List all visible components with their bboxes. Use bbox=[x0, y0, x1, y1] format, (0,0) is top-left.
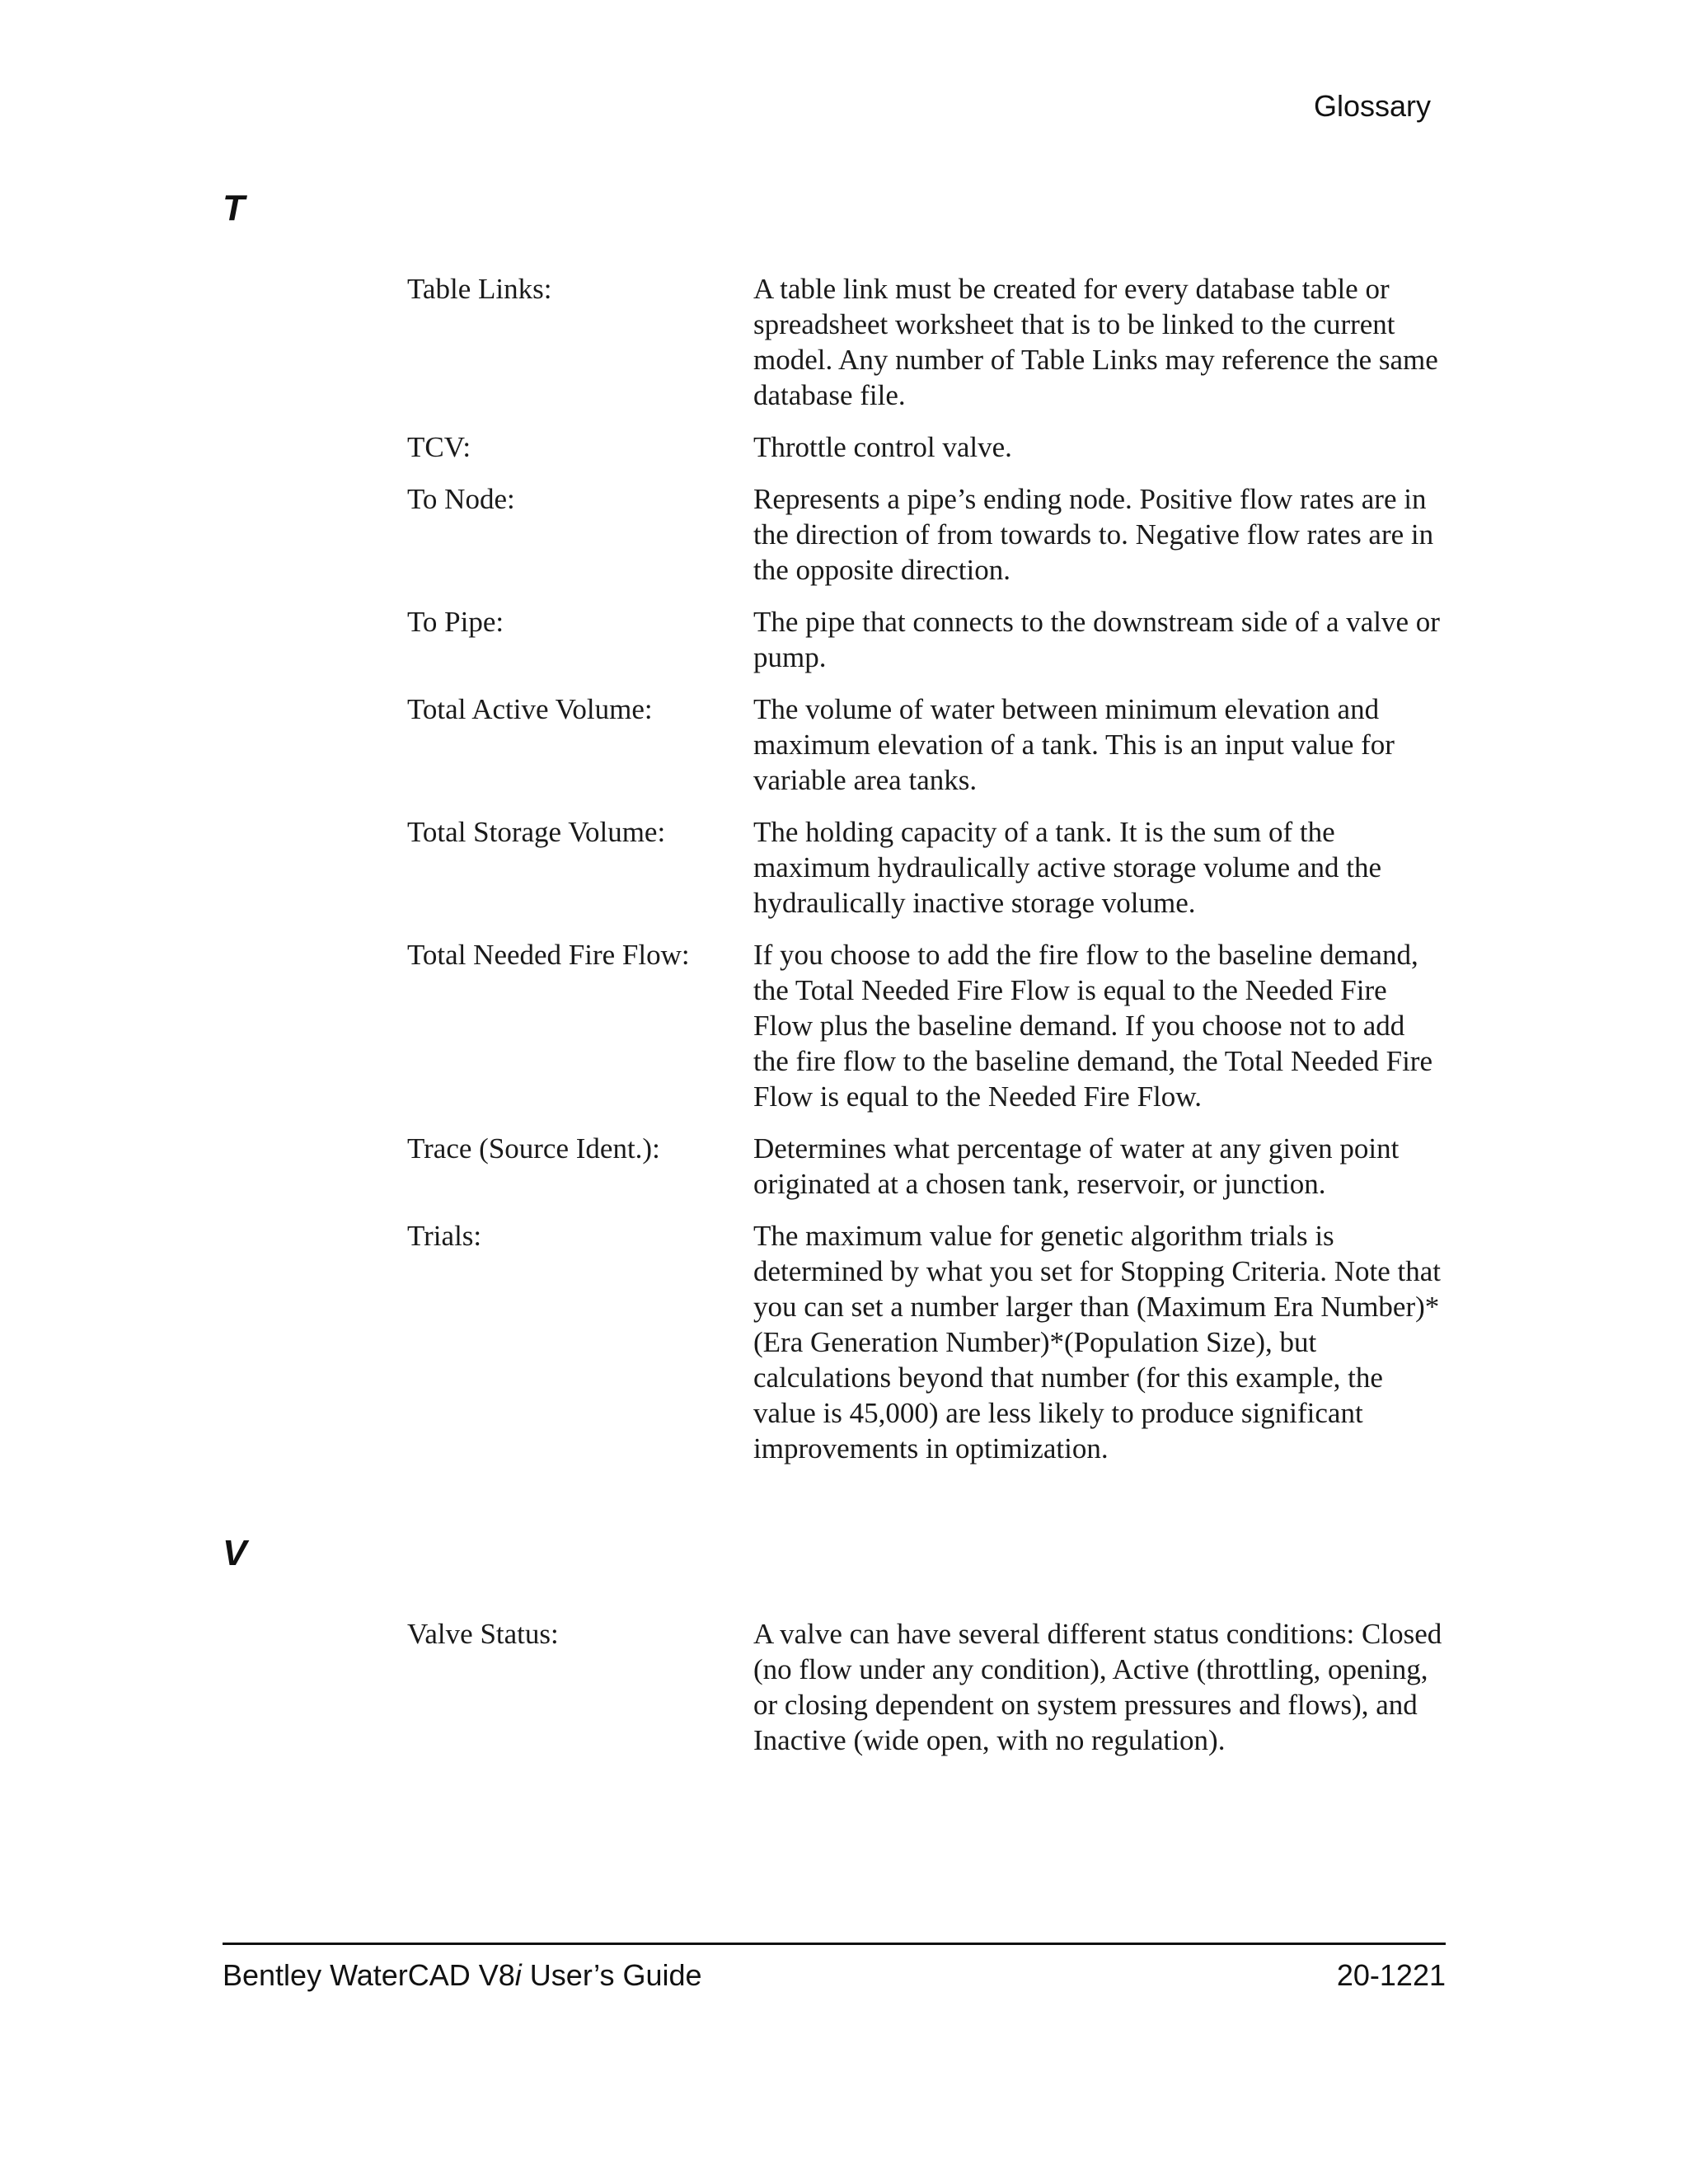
glossary-definition: The volume of water between minimum elevation and maximum elevation of a tank. This is an input value for variable area tanks. bbox=[753, 693, 1395, 796]
footer-guide-title bbox=[223, 1958, 702, 1993]
glossary-definition: If you choose to add the fire flow to the baseline demand, the Total Needed Fire Flow is equal to the Needed Fire Flow plus the baseline demand. If you choose not to add the fire flow to the baseline demand, the Total Needed Fire Flow is equal to the Needed Fire Flow. bbox=[753, 939, 1432, 1113]
glossary-term: Total Storage Volume: bbox=[407, 816, 666, 848]
glossary-definition: The pipe that connects to the downstream side of a valve or pump. bbox=[753, 606, 1440, 673]
glossary-entry bbox=[407, 604, 1446, 675]
glossary-entry bbox=[407, 481, 1446, 588]
glossary-term: To Node: bbox=[407, 483, 515, 515]
glossary-definition: A table link must be created for every database table or spreadsheet worksheet that is to be linked to the current model. Any number of Table Links may reference the same database file. bbox=[753, 273, 1438, 411]
glossary-entry bbox=[407, 937, 1446, 1114]
glossary-definition: The maximum value for genetic algorithm trials is determined by what you set for Stopping Criteria. Note that you can set a number larger than (Maximum Era Number)*(Era Generation Number)*(Population Size), but calculations beyond that number (for this example, the value is 45,000) are less likely to produce significant improvements in optimization. bbox=[753, 1220, 1441, 1465]
section-letter-t: T bbox=[223, 188, 245, 228]
glossary-term: Trace (Source Ident.): bbox=[407, 1132, 660, 1165]
guide-title-prefix: Bentley WaterCAD V8 bbox=[223, 1958, 515, 1992]
glossary-term: To Pipe: bbox=[407, 606, 504, 638]
glossary-term: Valve Status: bbox=[407, 1618, 559, 1650]
glossary-entry bbox=[407, 429, 1446, 465]
glossary-term: Total Needed Fire Flow: bbox=[407, 939, 690, 971]
section-letter-v: V bbox=[223, 1533, 247, 1573]
page-number: 20-1221 bbox=[1336, 1958, 1446, 1992]
running-header: Glossary bbox=[1313, 89, 1431, 123]
glossary-term: Table Links: bbox=[407, 273, 552, 305]
glossary-entry bbox=[407, 814, 1446, 921]
guide-title-suffix: User’s Guide bbox=[521, 1958, 702, 1992]
glossary-section-t bbox=[407, 271, 1446, 1483]
glossary-definition: Throttle control valve. bbox=[753, 431, 1012, 463]
glossary-entry bbox=[407, 691, 1446, 798]
glossary-definition: The holding capacity of a tank. It is the sum of the maximum hydraulically active storage volume and the hydraulically inactive storage volume. bbox=[753, 816, 1381, 919]
glossary-entry bbox=[407, 1616, 1446, 1758]
footer-divider bbox=[223, 1943, 1446, 1945]
glossary-entry bbox=[407, 1131, 1446, 1202]
glossary-term: TCV: bbox=[407, 431, 471, 463]
glossary-entry bbox=[407, 1218, 1446, 1466]
glossary-definition: Determines what percentage of water at any given point originated at a chosen tank, reservoir, or junction. bbox=[753, 1132, 1400, 1200]
guide-title-italic: i bbox=[514, 1958, 522, 1992]
glossary-term: Total Active Volume: bbox=[407, 693, 653, 725]
glossary-term: Trials: bbox=[407, 1220, 482, 1252]
glossary-definition: Represents a pipe’s ending node. Positive flow rates are in the direction of from towards to. Negative flow rates are in the opposite direction. bbox=[753, 483, 1434, 586]
glossary-entry bbox=[407, 271, 1446, 413]
glossary-definition: A valve can have several different status conditions: Closed (no flow under any condition), Active (throttling, opening, or closing dependent on system pressures and flows), and Inactive (wide open, with no regulation). bbox=[753, 1618, 1442, 1756]
glossary-section-v bbox=[407, 1616, 1446, 1774]
